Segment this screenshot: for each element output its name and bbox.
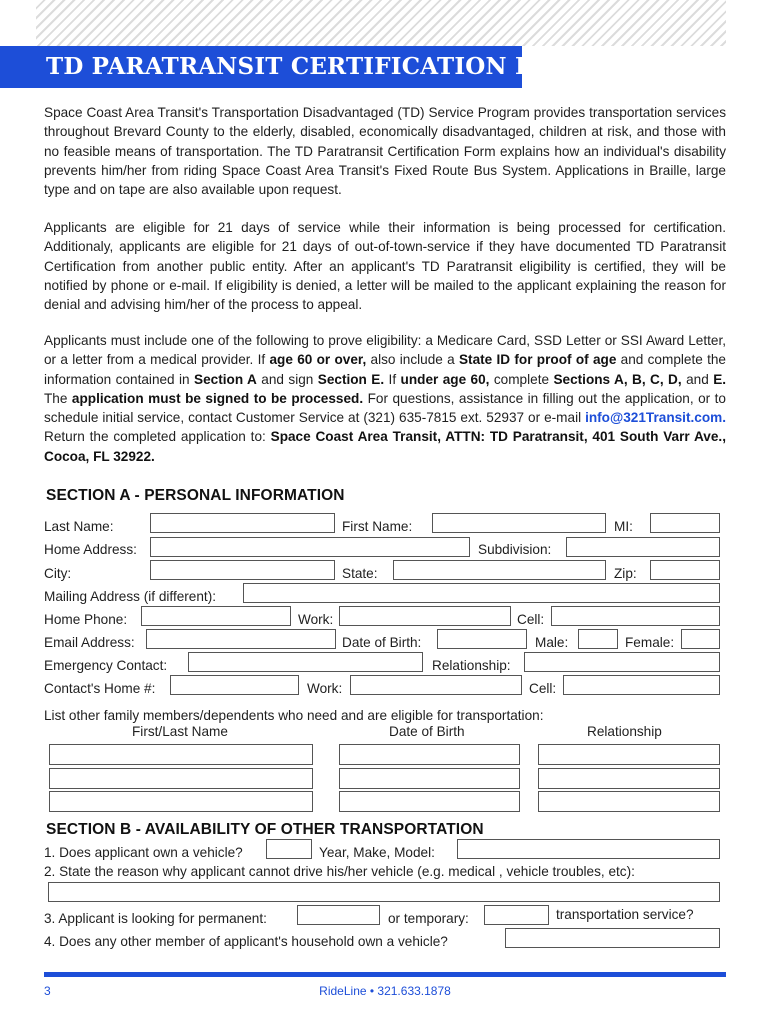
work-phone-label: Work: — [298, 612, 334, 627]
email-address-field[interactable] — [146, 629, 336, 649]
family-row-2-name[interactable] — [49, 768, 313, 789]
contact-home-field[interactable] — [170, 675, 299, 695]
contact-home-label: Contact's Home #: — [44, 681, 156, 696]
col-header-relationship: Relationship — [587, 724, 662, 739]
q3-temporary-label: or temporary: — [388, 911, 469, 926]
family-row-1-relationship[interactable] — [538, 744, 720, 765]
header-hatch-pattern — [36, 0, 726, 46]
q1-year-make-model-field[interactable] — [457, 839, 720, 859]
q2-label: 2. State the reason why applicant cannot drive his/her vehicle (e.g. medical , vehicle troubles, etc): — [44, 864, 635, 879]
family-row-2-dob[interactable] — [339, 768, 520, 789]
female-checkbox[interactable] — [681, 629, 720, 649]
work-phone-field[interactable] — [339, 606, 511, 626]
family-row-1-dob[interactable] — [339, 744, 520, 765]
q3-permanent-field[interactable] — [297, 905, 380, 925]
contact-cell-field[interactable] — [563, 675, 720, 695]
family-members-prompt: List other family members/dependents who need and are eligible for transportation: — [44, 708, 544, 723]
section-b-heading: SECTION B - AVAILABILITY OF OTHER TRANSPORTATION — [46, 821, 484, 838]
footer-rule — [44, 972, 726, 977]
female-label: Female: — [625, 635, 675, 650]
zip-label: Zip: — [614, 566, 637, 581]
emergency-contact-label: Emergency Contact: — [44, 658, 168, 673]
family-row-3-relationship[interactable] — [538, 791, 720, 812]
relationship-field[interactable] — [524, 652, 720, 672]
zip-field[interactable] — [650, 560, 720, 580]
state-label: State: — [342, 566, 378, 581]
home-phone-field[interactable] — [141, 606, 291, 626]
contact-work-label: Work: — [307, 681, 343, 696]
mailing-address-field[interactable] — [243, 583, 720, 603]
state-field[interactable] — [393, 560, 606, 580]
subdivision-field[interactable] — [566, 537, 720, 557]
intro-paragraph-1: Space Coast Area Transit's Transportation Disadvantaged (TD) Service Program provides transportation services throughout Brevard County to the elderly, disabled, economically disadvantaged, children at risk, and those with no feasible means of transportation. The TD Paratransit Certification Form explains how an individual's disability prevents him/her from riding Space Coast Area Transit's Fixed Route Bus System. Applications in Braille, large type and on tape are also available upon request. — [44, 105, 726, 198]
dob-field[interactable] — [437, 629, 527, 649]
section-a-heading: SECTION A - PERSONAL INFORMATION — [46, 487, 345, 504]
cell-phone-field[interactable] — [551, 606, 720, 626]
q1-label: 1. Does applicant own a vehicle? — [44, 845, 243, 860]
relationship-label: Relationship: — [432, 658, 511, 673]
intro-paragraph-3: Applicants must include one of the following to prove eligibility: a Medicare Card, SSD Letter or SSI Award Letter, or a letter from a medical provider. If age 60 or over, also include a State ID for proof of age and complete the information contained in Section A and sign Section E. If under age 60, complete Sections A, B, C, D, and E. The application must be signed to be processed. For questions, assistance in filling out the application, or to schedule initial service, contact Customer Service at (321) 635-7815 ext. 52937 or e-mail info@321Transit.com. Return the completed application to: Space Coast Area Transit, ATTN: TD Paratransit, 401 South Varr Ave., Cocoa, FL 32922. — [44, 333, 727, 464]
page-title: TD PARATRANSIT CERTIFICATION FORM — [46, 53, 597, 80]
home-address-field[interactable] — [150, 537, 470, 557]
male-checkbox[interactable] — [578, 629, 618, 649]
home-phone-label: Home Phone: — [44, 612, 128, 627]
family-row-3-name[interactable] — [49, 791, 313, 812]
intro-paragraph-2: Applicants are eligible for 21 days of service while their information is being processed for certification. Additionaly, applicants are eligible for 21 days of out-of-town-service if they have documented TD Paratransit Certification from another public entity. After an applicant's TD Paratransit eligibility is certified, they will be notified by phone or e-mail. If eligibility is denied, a letter will be mailed to the applicant explaining the reason for denial and advising him/her of the process to appeal. — [44, 220, 726, 313]
last-name-field[interactable] — [150, 513, 335, 533]
q2-reason-field[interactable] — [48, 882, 720, 902]
cell-phone-label: Cell: — [517, 612, 545, 627]
col-header-dob: Date of Birth — [389, 724, 465, 739]
city-label: City: — [44, 566, 72, 581]
mi-label: MI: — [614, 519, 633, 534]
emergency-contact-field[interactable] — [188, 652, 423, 672]
q3-label: 3. Applicant is looking for permanent: — [44, 911, 267, 926]
footer-rideline: RideLine • 321.633.1878 — [319, 984, 451, 998]
q1-vehicle-field[interactable] — [266, 839, 312, 859]
email-link[interactable]: info@321Transit.com. — [585, 410, 726, 426]
city-field[interactable] — [150, 560, 335, 580]
family-row-2-relationship[interactable] — [538, 768, 720, 789]
subdivision-label: Subdivision: — [478, 542, 552, 557]
male-label: Male: — [535, 635, 569, 650]
family-row-3-dob[interactable] — [339, 791, 520, 812]
q4-household-vehicle-field[interactable] — [505, 928, 720, 948]
mailing-address-label: Mailing Address (if different): — [44, 589, 217, 604]
q3-temporary-field[interactable] — [484, 905, 549, 925]
last-name-label: Last Name: — [44, 519, 114, 534]
dob-label: Date of Birth: — [342, 635, 422, 650]
col-header-name: First/Last Name — [132, 724, 228, 739]
first-name-field[interactable] — [432, 513, 606, 533]
q3-service-label: transportation service? — [556, 907, 694, 922]
q4-label: 4. Does any other member of applicant's household own a vehicle? — [44, 934, 448, 949]
mi-field[interactable] — [650, 513, 720, 533]
page-number: 3 — [44, 984, 51, 998]
home-address-label: Home Address: — [44, 542, 137, 557]
contact-cell-label: Cell: — [529, 681, 557, 696]
q1-year-make-model-label: Year, Make, Model: — [319, 845, 435, 860]
first-name-label: First Name: — [342, 519, 413, 534]
email-address-label: Email Address: — [44, 635, 135, 650]
family-row-1-name[interactable] — [49, 744, 313, 765]
contact-work-field[interactable] — [350, 675, 522, 695]
